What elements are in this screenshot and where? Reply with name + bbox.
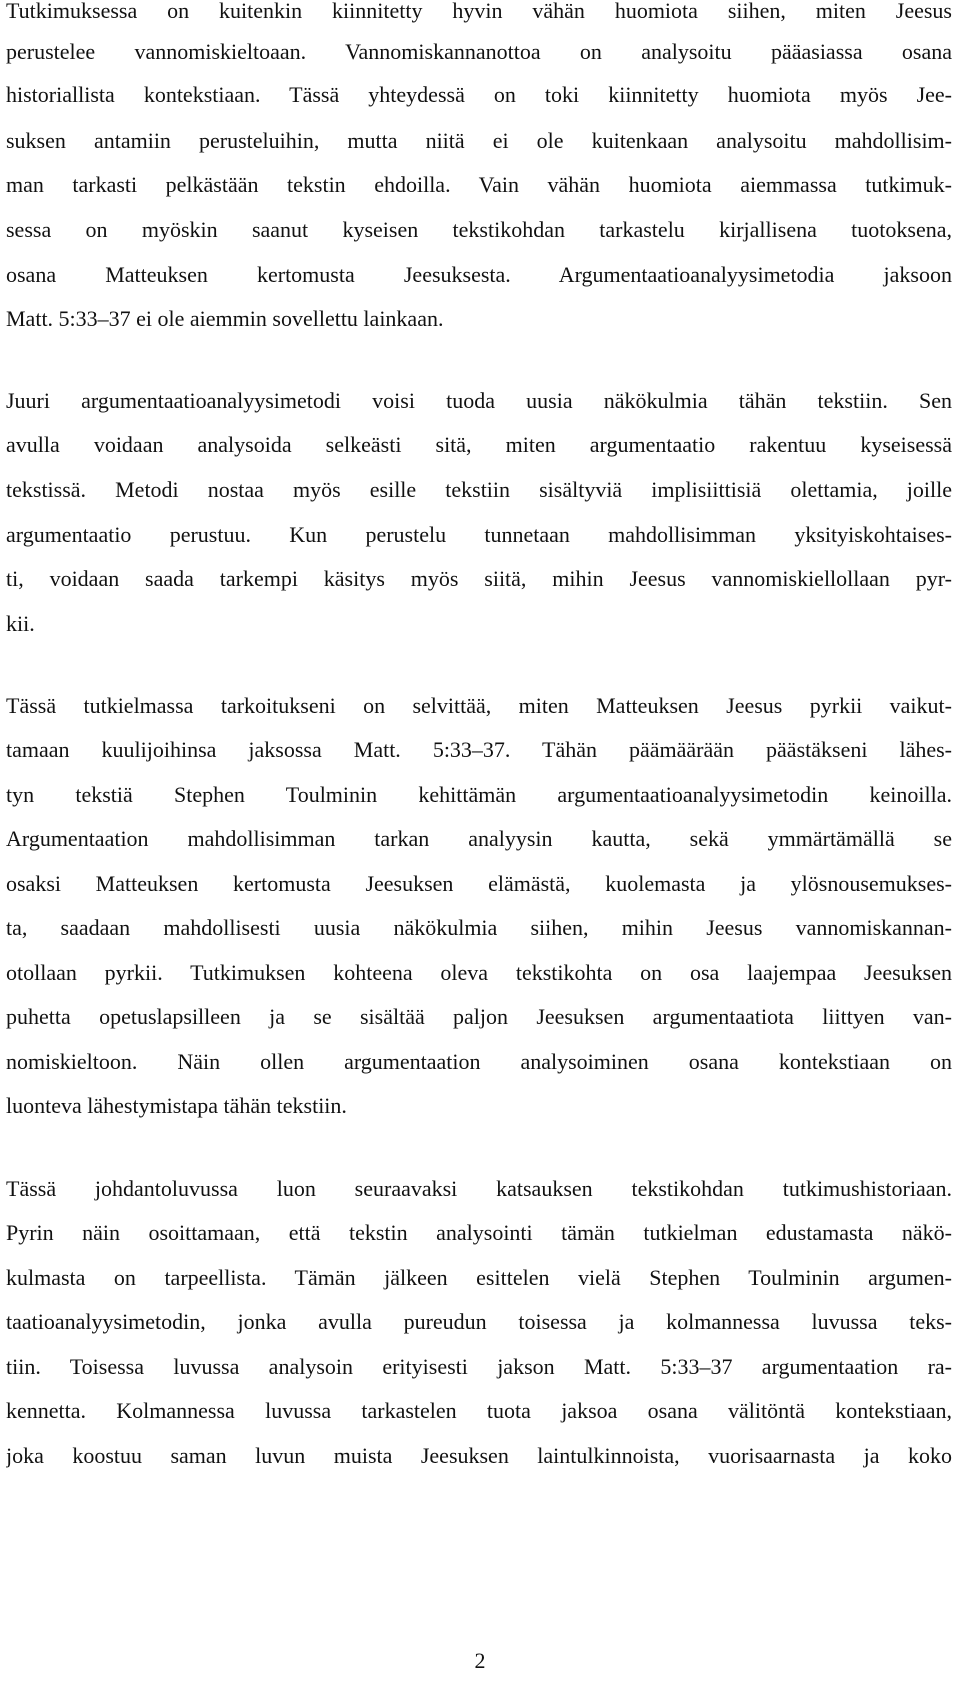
text-line: Pyrin näin osoittamaan, että tekstin analysointi tämän tutkielman edustamasta näkö- [6, 1220, 952, 1245]
text-line: osana Matteuksen kertomusta Jeesuksesta. Argumentaatioanalyysimetodia jaksoon [6, 262, 952, 287]
page-number: 2 [474, 1648, 486, 1673]
text-line: tyn tekstiä Stephen Toulminin kehittämän argumentaatioanalyysimetodin keinoilla. [6, 782, 952, 807]
text-line: osaksi Matteuksen kertomusta Jeesuksen elämästä, kuolemasta ja ylösnousemukses- [6, 871, 952, 896]
text-line: nomiskieltoon. Näin ollen argumentaation analysoiminen osana kontekstiaan on [6, 1049, 952, 1074]
text-line: Matt. 5:33–37 ei ole aiemmin sovellettu lainkaan. [6, 306, 444, 331]
text-line: Tutkimuksessa on kuitenkin kiinnitetty hyvin vähän huomiota siihen, miten Jeesus [6, 0, 952, 23]
text-line: Argumentaation mahdollisimman tarkan analyysin kautta, sekä ymmärtämällä se [6, 826, 952, 851]
text-line: Juuri argumentaatioanalyysimetodi voisi tuoda uusia näkökulmia tähän tekstiin. Sen [6, 388, 952, 413]
text-line: joka koostuu saman luvun muista Jeesuksen laintulkinnoista, vuorisaarnasta ja koko [6, 1443, 952, 1468]
text-line: otollaan pyrkii. Tutkimuksen kohteena oleva tekstikohta on osa laajempaa Jeesuksen [6, 960, 952, 985]
text-line: avulla voidaan analysoida selkeästi sitä, miten argumentaatio rakentuu kyseisessä [6, 432, 952, 457]
text-line: taatioanalyysimetodin, jonka avulla pureudun toisessa ja kolmannessa luvussa teks- [6, 1309, 952, 1334]
text-line: tiin. Toisessa luvussa analysoin erityisesti jakson Matt. 5:33–37 argumentaation ra- [6, 1354, 952, 1379]
text-line: tekstissä. Metodi nostaa myös esille tekstiin sisältyviä implisiittisiä olettamia, joille [6, 477, 952, 502]
text-line: argumentaatio perustuu. Kun perustelu tunnetaan mahdollisimman yksityiskohtaises- [6, 522, 952, 547]
text-line: kulmasta on tarpeellista. Tämän jälkeen esittelen vielä Stephen Toulminin argumen- [6, 1265, 952, 1290]
text-line: suksen antamiin perusteluihin, mutta niitä ei ole kuitenkaan analysoitu mahdollisim- [6, 128, 952, 153]
text-line: tamaan kuulijoihinsa jaksossa Matt. 5:33–37. Tähän päämäärään päästäkseni lähes- [6, 737, 952, 762]
text-line: sessa on myöskin saanut kyseisen tekstikohdan tarkastelu kirjallisena tuotoksena, [6, 217, 952, 242]
text-line: perustelee vannomiskieltoaan. Vannomiskannanottoa on analysoitu pääasiassa osana [6, 39, 952, 64]
text-line: luonteva lähestymistapa tähän tekstiin. [6, 1093, 347, 1118]
text-line: kennetta. Kolmannessa luvussa tarkastelen tuota jaksoa osana välitöntä kontekstiaan, [6, 1398, 952, 1423]
text-line: ti, voidaan saada tarkempi käsitys myös siitä, mihin Jeesus vannomiskiellollaan pyr- [6, 566, 952, 591]
text-line: historiallista kontekstiaan. Tässä yhteydessä on toki kiinnitetty huomiota myös Jee- [6, 82, 952, 107]
text-line: man tarkasti pelkästään tekstin ehdoilla. Vain vähän huomiota aiemmassa tutkimuk- [6, 172, 952, 197]
text-line: ta, saadaan mahdollisesti uusia näkökulmia siihen, mihin Jeesus vannomiskannan- [6, 915, 952, 940]
text-line: Tässä tutkielmassa tarkoitukseni on selvittää, miten Matteuksen Jeesus pyrkii vaikut- [6, 693, 952, 718]
text-line: puhetta opetuslapsilleen ja se sisältää paljon Jeesuksen argumentaatiota liittyen van- [6, 1004, 952, 1029]
text-line: kii. [6, 611, 35, 636]
text-line: Tässä johdantoluvussa luon seuraavaksi katsauksen tekstikohdan tutkimushistoriaan. [6, 1176, 952, 1201]
